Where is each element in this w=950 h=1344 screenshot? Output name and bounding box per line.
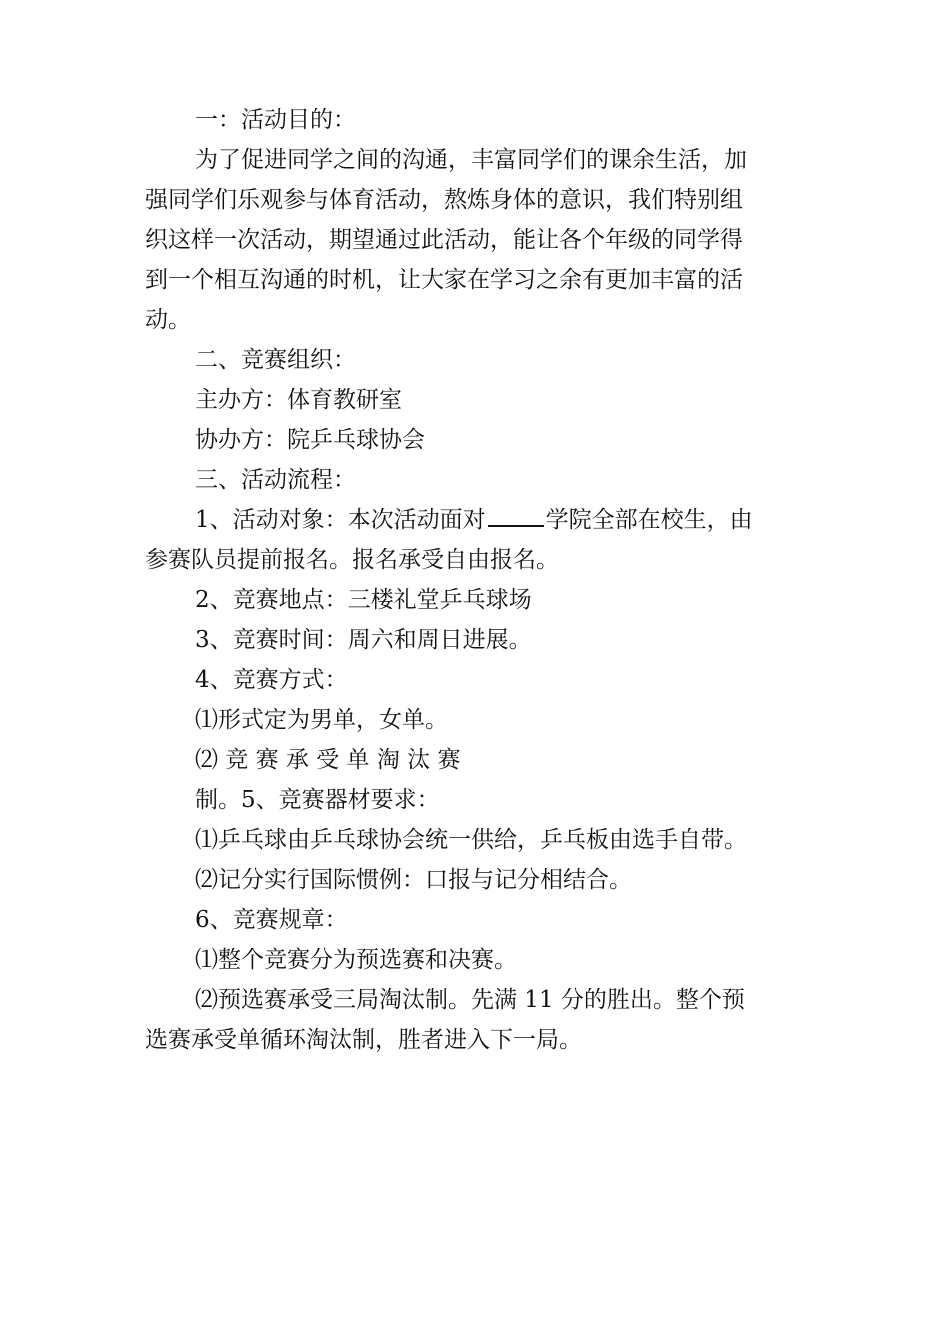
item-6-sub-2-line-2: 选赛承受单循环淘汰制，胜者进入下一局。 xyxy=(145,1027,582,1053)
section-heading-organization: 二、竞赛组织： xyxy=(195,347,356,373)
item-5-sub-1: ⑴乒乓球由乒乓球协会统一供给，乒乓板由选手自带。 xyxy=(195,827,747,853)
purpose-line-5: 动。 xyxy=(145,307,191,333)
fill-in-blank xyxy=(488,501,544,527)
document-body xyxy=(145,100,805,1060)
section-heading-purpose: 一：活动目的： xyxy=(195,107,356,133)
purpose-line-4: 到一个相互沟通的时机，让大家在学习之余有更加丰富的活 xyxy=(145,267,743,293)
item-1-line-2: 参赛队员提前报名。报名承受自由报名。 xyxy=(145,547,559,573)
item-1-line-1 xyxy=(145,500,805,540)
purpose-line-3: 织这样一次活动，期望通过此活动，能让各个年级的同学得 xyxy=(145,227,743,253)
purpose-line-1: 为了促进同学之间的沟通，丰富同学们的课余生活，加 xyxy=(195,147,747,173)
item-1-text-before: 1、活动对象：本次活动面对 xyxy=(195,507,486,533)
section-heading-process: 三、活动流程： xyxy=(195,467,356,493)
purpose-line-2: 强同学们乐观参与体育活动，熬炼身体的意识，我们特别组 xyxy=(145,187,743,213)
purpose-paragraph xyxy=(145,140,805,340)
item-4-sub-2-continued: 制。5、竞赛器材要求： xyxy=(195,787,440,813)
organizer-line: 主办方：体育教研室 xyxy=(195,387,402,413)
item-4: 4、竞赛方式： xyxy=(195,667,348,693)
item-6: 6、竞赛规章： xyxy=(195,907,348,933)
item-3: 3、竞赛时间：周六和周日进展。 xyxy=(195,627,532,653)
item-5-sub-2: ⑵记分实行国际惯例：口报与记分相结合。 xyxy=(195,867,632,893)
item-6-sub-2-line-1: ⑵预选赛承受三局淘汰制。先满 11 分的胜出。整个预 xyxy=(195,987,745,1013)
co-organizer-line: 协办方：院乒乓球协会 xyxy=(195,427,425,453)
item-6-sub-1: ⑴整个竞赛分为预选赛和决赛。 xyxy=(195,947,517,973)
item-1-text-after: 学院全部在校生，由 xyxy=(545,507,753,533)
item-4-sub-2: ⑵ 竞 赛 承 受 单 淘 汰 赛 xyxy=(195,747,461,773)
item-2: 2、竞赛地点：三楼礼堂乒乓球场 xyxy=(195,587,532,613)
item-4-sub-1: ⑴形式定为男单，女单。 xyxy=(195,707,448,733)
